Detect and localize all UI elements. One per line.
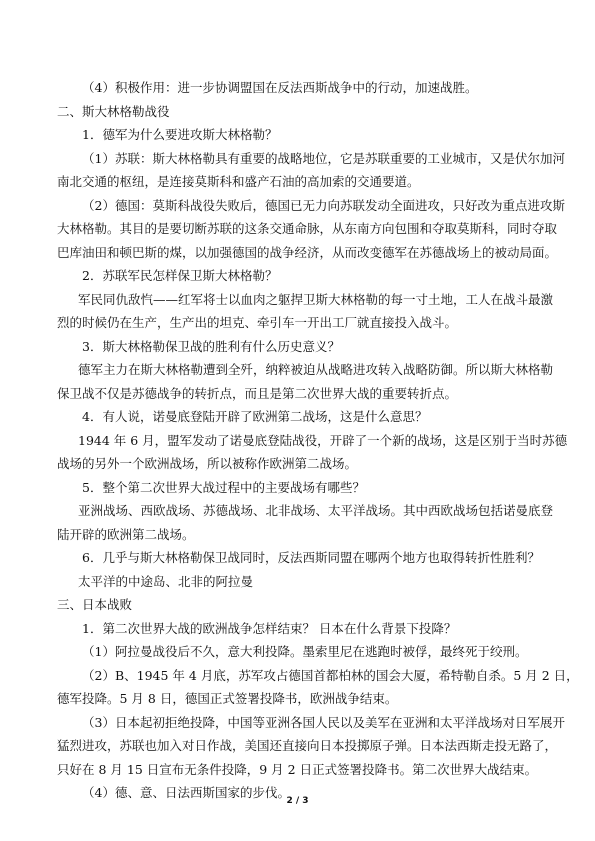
paragraph-line: （3）日本起初拒绝投降，中国等亚洲各国人民以及美军在亚洲和太平洋战场对日军展开 — [82, 715, 565, 730]
paragraph-line: 太平洋的中途岛、北非的阿拉曼 — [78, 574, 254, 589]
paragraph-line: 1944 年 6 月，盟军发动了诺曼底登陆战役，开辟了一个新的战场，这是区别于当时苏德 — [78, 433, 568, 448]
paragraph-line: （1）苏联：斯大林格勒具有重要的战略地位，它是苏联重要的工业城市，又是伏尔加河 — [82, 151, 565, 166]
paragraph-line: 陆开辟的欧洲第二战场。 — [57, 527, 195, 542]
question-heading: 5．整个第二次世界大战过程中的主要战场有哪些？ — [82, 480, 365, 495]
paragraph-line: 德军投降。5 月 8 日，德国正式签署投降书，欧洲战争结束。 — [57, 691, 398, 706]
paragraph-line: 猛烈进攻，苏联也加入对日作战，美国还直接向日本投掷原子弹。日本法西斯走投无路了， — [57, 738, 558, 753]
paragraph-line: 战场的另外一个欧洲战场，所以被称作欧洲第二战场。 — [57, 456, 358, 471]
paragraph-line: （1）阿拉曼战役后不久，意大利投降。墨索里尼在逃跑时被俘，最终死于绞刑。 — [82, 644, 528, 659]
paragraph-line: 军民同仇敌忾——红军将士以血肉之躯捍卫斯大林格勒的每一寸土地，工人在战斗最激 — [78, 292, 554, 307]
paragraph-line: 大林格勒。其目的是要切断苏联的这条交通命脉，从东南方向包围和夺取莫斯科，同时夺取 — [57, 221, 558, 236]
paragraph-line: 巴库油田和顿巴斯的煤，以加强德国的战争经济，从而改变德军在苏德战场上的被动局面。 — [57, 245, 558, 260]
section-heading: 二、斯大林格勒战役 — [57, 104, 170, 119]
question-heading: 3．斯大林格勒保卫战的胜利有什么历史意义？ — [82, 339, 340, 354]
paragraph-line: 保卫战不仅是苏德战争的转折点，而且是第二次世界大战的重要转折点。 — [57, 386, 458, 401]
question-heading: 4．有人说，诺曼底登陆开辟了欧洲第二战场，这是什么意思？ — [82, 409, 428, 424]
paragraph-line: （2）B、1945 年 4 月底，苏军攻占德国首都柏林的国会大厦，希特勒自杀。5 月 2 日， — [82, 668, 579, 683]
paragraph-line: 亚洲战场、西欧战场、苏德战场、北非战场、太平洋战场。其中西欧战场包括诺曼底登 — [78, 503, 554, 518]
paragraph-line: 烈的时候仍在生产，生产出的坦克、牵引车一开出工厂就直接投入战斗。 — [57, 315, 458, 330]
section-heading: 三、日本战败 — [57, 597, 133, 612]
question-heading: 6．几乎与斯大林格勒保卫战同时，反法西斯同盟在哪两个地方也取得转折性胜利？ — [82, 550, 540, 565]
paragraph-line: （2）德国：莫斯科战役失败后，德国已无力向苏联发动全面进攻，只好改为重点进攻斯 — [82, 198, 565, 213]
paragraph-line: （4）积极作用：进一步协调盟国在反法西斯战争中的行动，加速战胜。 — [82, 80, 478, 95]
paragraph-line: （4）德、意、日法西斯国家的步伐。 — [82, 785, 290, 800]
paragraph-line: 南北交通的枢纽，是连接莫斯科和盛产石油的高加索的交通要道。 — [57, 174, 420, 189]
question-heading: 1．第二次世界大战的欧洲战争怎样结束？ 日本在什么背景下投降？ — [82, 621, 457, 636]
paragraph-line: 只好在 8 月 15 日宣布无条件投降，9 月 2 日正式签署投降书。第二次世界大战结束。 — [57, 762, 538, 777]
question-heading: 1．德军为什么要进攻斯大林格勒？ — [82, 127, 278, 142]
paragraph-line: 德军主力在斯大林格勒遭到全歼，纳粹被迫从战略进攻转入战略防御。所以斯大林格勒 — [78, 362, 554, 377]
question-heading: 2．苏联军民怎样保卫斯大林格勒？ — [82, 268, 278, 283]
page-number: 2 / 3 — [286, 796, 309, 806]
